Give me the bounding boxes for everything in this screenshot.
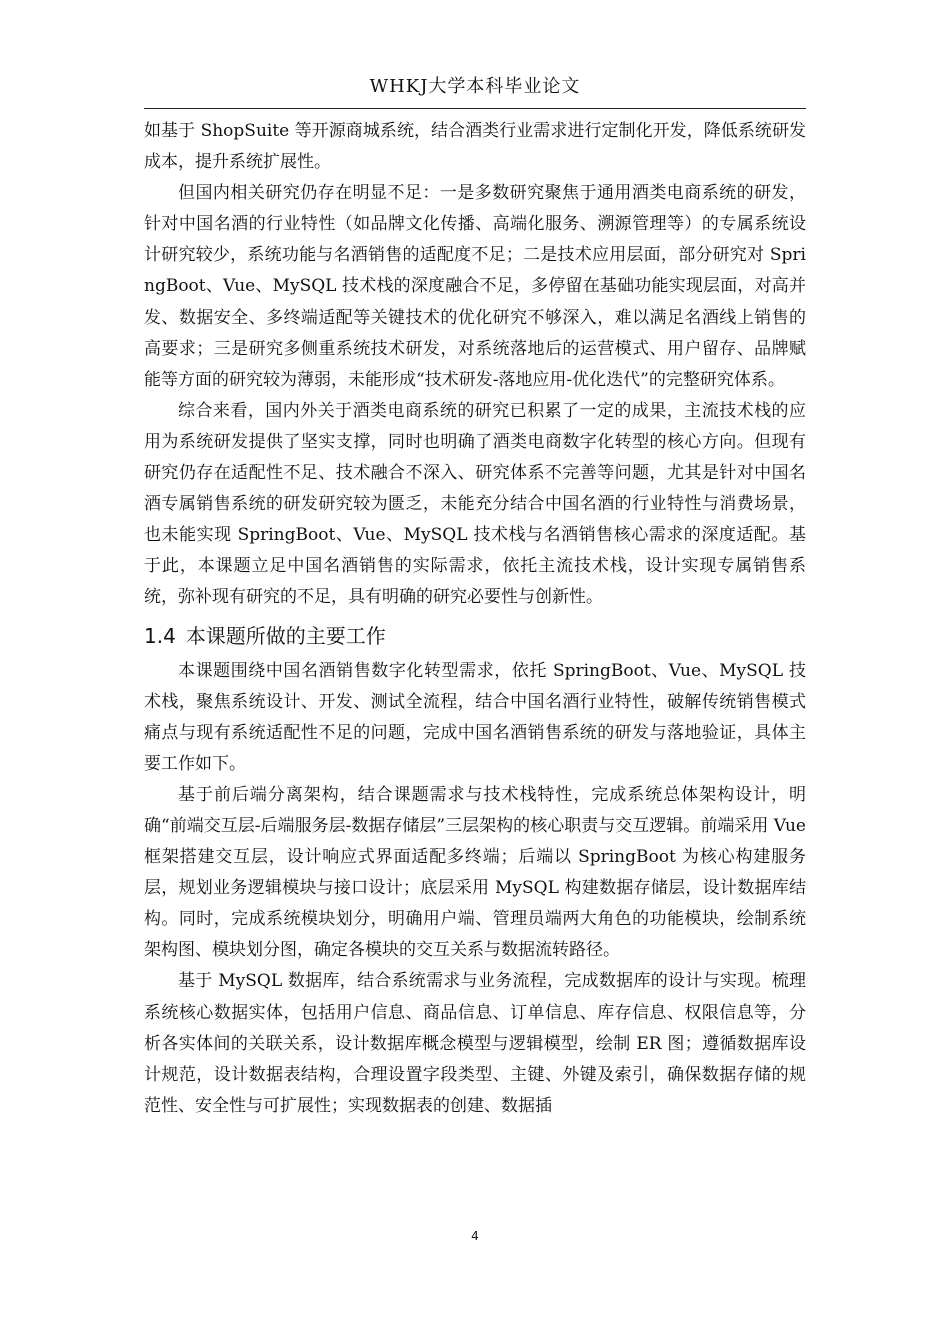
paragraph-main-work-intro: 本课题围绕中国名酒销售数字化转型需求，依托 SpringBoot、Vue、MySQL 技术栈，聚焦系统设计、开发、测试全流程，结合中国名酒行业特性，破解传统销售模式痛点与现有系统适配性不足的问题，完成中国名酒销售系统的研发与落地验证，具体主要工作如下。 — [144, 660, 806, 774]
page-number: 4 — [471, 1229, 479, 1243]
paragraph-summary: 综合来看，国内外关于酒类电商系统的研究已积累了一定的成果，主流技术栈的应用为系统研发提供了坚实支撑，同时也明确了酒类电商数字化转型的核心方向。但现有研究仍存在适配性不足、技术融合不深入、研究体系不完善等问题，尤其是针对中国名酒专属销售系统的研发研究较为匮乏，未能充分结合中国名酒的行业特性与消费场景，也未能实现 SpringBoot、Vue、MySQL 技术栈与名酒销售核心需求的深度适配。基于此，本课题立足中国名酒销售的实际需求，依托主流技术栈，设计实现专属销售系统，弥补现有研究的不足，具有明确的研究必要性与创新性。 — [144, 400, 806, 608]
paragraph-domestic-shortcomings: 但国内相关研究仍存在明显不足：一是多数研究聚焦于通用酒类电商系统的研发，针对中国名酒的行业特性（如品牌文化传播、高端化服务、溯源管理等）的专属系统设计研究较少，系统功能与名酒销售的适配度不足；二是技术应用层面，部分研究对 SpringBoot、Vue、MySQL 技术栈的深度融合不足，多停留在基础功能实现层面，对高并发、数据安全、多终端适配等关键技术的优化研究不够深入，难以满足名酒线上销售的高要求；三是研究多侧重系统技术研发，对系统落地后的运营模式、用户留存、品牌赋能等方面的研究较为薄弱，未能形成“技术研发-落地应用-优化迭代”的完整研究体系。 — [144, 183, 806, 390]
body-text — [144, 116, 806, 1122]
paragraph-architecture: 基于前后端分离架构，结合课题需求与技术栈特性，完成系统总体架构设计，明确“前端交互层-后端服务层-数据存储层”三层架构的核心职责与交互逻辑。前端采用 Vue 框架搭建交互层，设计响应式界面适配多终端；后端以 SpringBoot 为核心构建服务层，规划业务逻辑模块与接口设计；底层采用 MySQL 构建数据存储层，设计数据库结构。同时，完成系统模块划分，明确用户端、管理员端两大角色的功能模块，绘制系统架构图、模块划分图，确定各模块的交互关系与数据流转路径。 — [144, 784, 806, 961]
page-header: WHKJ大学本科毕业论文 — [369, 76, 581, 97]
header-rule — [144, 108, 806, 109]
paragraph-database: 基于 MySQL 数据库，结合系统需求与业务流程，完成数据库的设计与实现。梳理系统核心数据实体，包括用户信息、商品信息、订单信息、库存信息、权限信息等，分析各实体间的关联关系，设计数据库概念模型与逻辑模型，绘制 ER 图；遵循数据库设计规范，设计数据表结构，合理设置字段类型、主键、外键及索引，确保数据存储的规范性、安全性与可扩展性；实现数据表的创建、数据插 — [144, 971, 806, 1116]
paragraph-continuation: 如基于 ShopSuite 等开源商城系统，结合酒类行业需求进行定制化开发，降低系统研发成本，提升系统扩展性。 — [144, 121, 806, 173]
section-number: 1.4 — [144, 623, 176, 648]
section-title: 本课题所做的主要工作 — [185, 623, 386, 648]
section-heading — [144, 621, 806, 651]
